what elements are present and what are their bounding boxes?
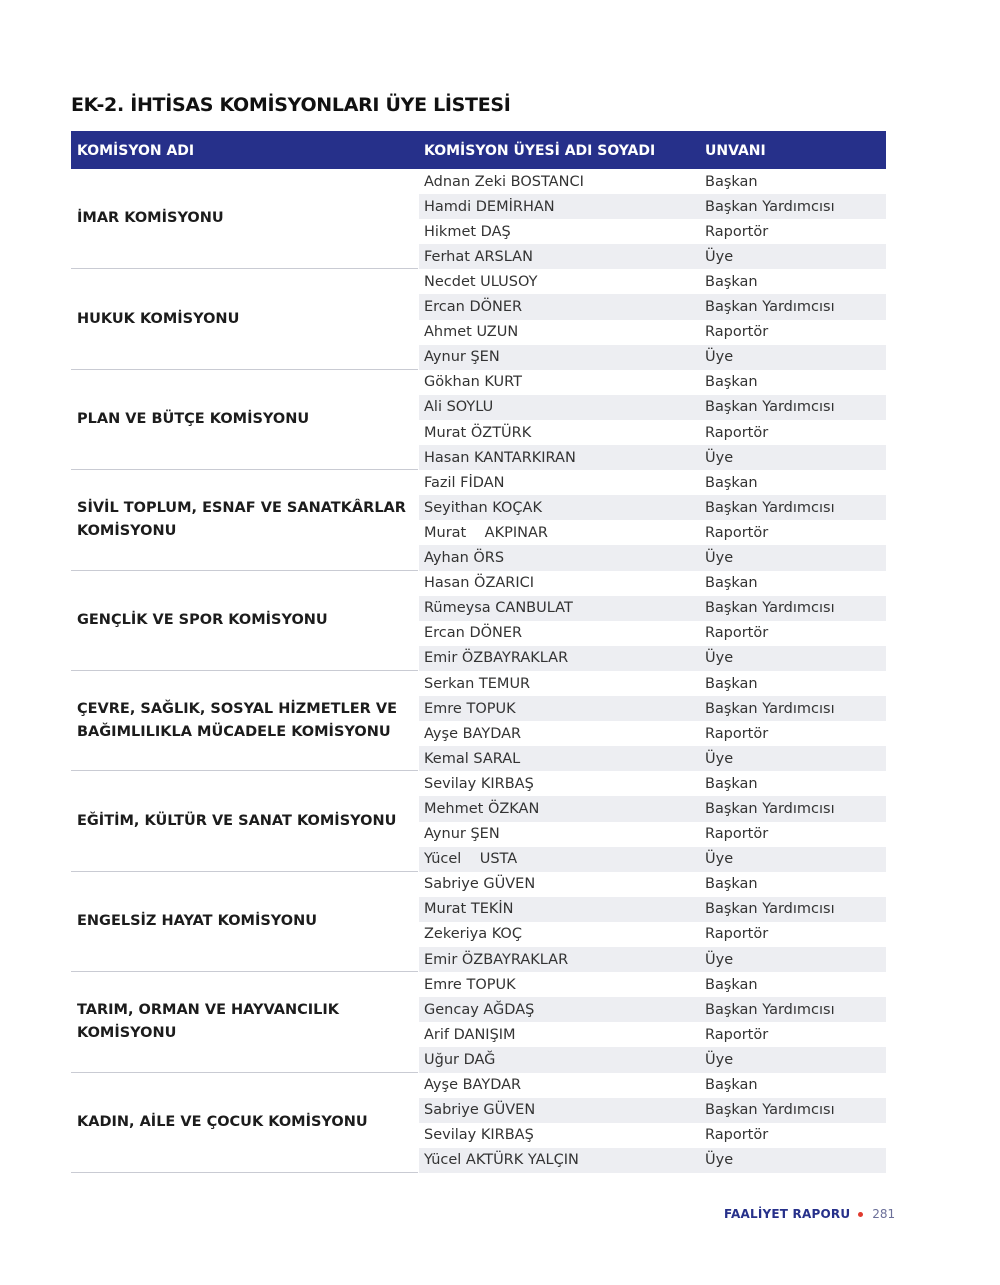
member-role: Raportör [705,524,769,541]
member-role: Başkan [705,976,758,993]
member-name: Ercan DÖNER [424,625,523,642]
table-row [419,420,886,445]
member-name: Seyithan KOÇAK [424,499,542,516]
table-row [419,997,886,1022]
member-name: Yücel AKTÜRK YALÇIN [424,1152,579,1169]
table-row [419,621,886,646]
member-list [419,771,886,871]
member-name: Kemal SARAL [424,750,521,767]
member-name: Yücel USTA [424,851,518,868]
member-role: Başkan [705,675,758,692]
committee-name: KADIN, AİLE VE ÇOCUK KOMİSYONU [71,1073,418,1173]
member-role: Başkan Yardımcısı [705,299,835,316]
committee-name: GENÇLİK VE SPOR KOMİSYONU [71,571,418,671]
member-role: Üye [705,851,734,868]
member-list [419,1073,886,1173]
member-role: Başkan Yardımcısı [705,800,835,817]
member-name: Aynur ŞEN [424,826,500,843]
committee-name: ÇEVRE, SAĞLIK, SOSYAL HİZMETLER VE BAĞIMLILIKLA MÜCADELE KOMİSYONU [71,671,418,771]
committee-group [71,169,886,269]
table-row [419,1022,886,1047]
member-name: Sabriye GÜVEN [424,876,536,893]
table-row [419,445,886,470]
member-role: Üye [705,550,734,566]
member-name: Zekeriya KOÇ [424,926,522,943]
member-role: Başkan Yardımcısı [705,399,835,416]
table-row [419,822,886,847]
member-role: Başkan [705,474,758,491]
table-row [419,872,886,897]
footer-dot [858,1212,863,1217]
committee-group [71,872,886,972]
member-name: Arif DANIŞIM [424,1026,516,1043]
table-row [419,169,886,194]
table-row [419,696,886,721]
member-name: Emir ÖZBAYRAKLAR [424,650,569,667]
table-body [71,169,886,1173]
table-row [419,219,886,244]
member-role: Başkan [705,775,758,792]
member-name: Ercan DÖNER [424,299,523,316]
member-role: Üye [705,951,734,968]
member-name: Emre TOPUK [424,976,516,993]
member-name: Mehmet ÖZKAN [424,800,540,817]
table-row [419,320,886,345]
table-row [419,520,886,545]
committee-group [71,269,886,369]
member-name: Murat TEKİN [424,901,514,918]
member-role: Raportör [705,725,769,742]
member-name: Adnan Zeki BOSTANCI [424,173,584,190]
member-role: Başkan [705,374,758,391]
member-role: Raportör [705,826,769,843]
member-list [419,269,886,369]
committee-name: HUKUK KOMİSYONU [71,269,418,369]
member-name: Fazil FİDAN [424,474,505,491]
member-role: Başkan Yardımcısı [705,600,835,617]
committee-name: ENGELSİZ HAYAT KOMİSYONU [71,872,418,972]
table-row [419,897,886,922]
table-row [419,1098,886,1123]
member-name: Hasan ÖZARICI [424,575,535,592]
committee-name: SİVİL TOPLUM, ESNAF VE SANATKÂRLAR KOMİSYONU [71,470,418,570]
committee-name: EĞİTİM, KÜLTÜR VE SANAT KOMİSYONU [71,771,418,871]
member-role: Üye [705,248,734,265]
member-name: Sevilay KIRBAŞ [424,775,534,792]
committee-name: TARIM, ORMAN VE HAYVANCILIK KOMİSYONU [71,972,418,1072]
member-role: Başkan Yardımcısı [705,700,835,717]
member-role: Raportör [705,324,769,341]
member-role: Raportör [705,223,769,240]
member-list [419,972,886,1072]
committee-group [71,972,886,1072]
table-row [419,244,886,269]
member-name: Hasan KANTARKIRAN [424,449,576,466]
committee-name: PLAN VE BÜTÇE KOMİSYONU [71,370,418,470]
member-list [419,470,886,570]
table-row [419,972,886,997]
member-name: Sevilay KIRBAŞ [424,1127,534,1144]
member-name: Ayşe BAYDAR [424,725,522,742]
member-name: Murat ÖZTÜRK [424,424,532,441]
header-role: UNVANI [705,143,766,159]
member-role: Üye [705,349,734,366]
table-row [419,847,886,872]
member-role: Başkan Yardımcısı [705,499,835,516]
footer-report-title: FAALİYET RAPORU [724,1207,851,1221]
member-role: Başkan [705,173,758,190]
committee-table [71,131,886,1173]
member-role: Üye [705,1152,734,1169]
table-row [419,596,886,621]
member-role: Başkan Yardımcısı [705,198,835,215]
member-name: Sabriye GÜVEN [424,1102,536,1119]
member-name: Uğur DAĞ [424,1051,496,1068]
member-role: Raportör [705,1026,769,1043]
table-row [419,470,886,495]
table-row [419,294,886,319]
committee-group [71,771,886,871]
table-row [419,1148,886,1173]
member-list [419,571,886,671]
member-name: Hamdi DEMİRHAN [424,198,555,215]
member-role: Başkan [705,575,758,592]
member-name: Ayşe BAYDAR [424,1077,522,1094]
page-footer [724,1207,895,1221]
member-name: Rümeysa CANBULAT [424,600,573,617]
member-name: Hikmet DAŞ [424,223,511,240]
page-number: 281 [872,1207,896,1221]
table-row [419,771,886,796]
table-row [419,796,886,821]
member-role: Başkan [705,876,758,893]
member-name: Necdet ULUSOY [424,273,538,290]
table-header [71,131,886,169]
table-row [419,495,886,520]
member-name: Ahmet UZUN [424,324,519,341]
member-role: Başkan Yardımcısı [705,901,835,918]
table-row [419,746,886,771]
table-row [419,571,886,596]
member-name: Gencay AĞDAŞ [424,1001,535,1018]
committee-group [71,671,886,771]
table-row [419,194,886,219]
member-name: Serkan TEMUR [424,675,531,692]
member-name: Ali SOYLU [424,399,494,416]
table-row [419,395,886,420]
member-role: Üye [705,449,734,466]
committee-group [71,571,886,671]
committee-group [71,370,886,470]
table-row [419,1073,886,1098]
committee-name: İMAR KOMİSYONU [71,169,418,269]
table-row [419,947,886,972]
table-row [419,345,886,370]
member-list [419,370,886,470]
table-row [419,721,886,746]
table-row [419,370,886,395]
member-name: Emre TOPUK [424,700,516,717]
committee-group [71,1073,886,1173]
member-role: Raportör [705,625,769,642]
member-role: Başkan Yardımcısı [705,1001,835,1018]
member-list [419,671,886,771]
page-title: EK-2. İHTİSAS KOMİSYONLARI ÜYE LİSTESİ [71,94,511,116]
member-role: Başkan [705,273,758,290]
member-name: Ferhat ARSLAN [424,248,533,265]
table-row [419,1047,886,1072]
table-row [419,1123,886,1148]
member-name: Emir ÖZBAYRAKLAR [424,951,569,968]
member-role: Üye [705,1051,734,1068]
member-role: Üye [705,650,734,667]
member-role: Başkan Yardımcısı [705,1102,835,1119]
member-role: Üye [705,750,734,767]
committee-group [71,470,886,570]
table-row [419,545,886,570]
member-role: Raportör [705,424,769,441]
header-member: KOMİSYON ÜYESİ ADI SOYADI [424,143,656,159]
member-role: Başkan [705,1077,758,1094]
table-row [419,922,886,947]
member-list [419,872,886,972]
member-name: Murat AKPINAR [424,524,548,541]
member-name: Aynur ŞEN [424,349,500,366]
header-committee: KOMİSYON ADI [77,143,195,159]
table-row [419,646,886,671]
member-name: Gökhan KURT [424,374,522,391]
table-row [419,269,886,294]
member-role: Raportör [705,1127,769,1144]
member-role: Raportör [705,926,769,943]
member-name: Ayhan ÖRS [424,550,505,566]
member-list [419,169,886,269]
table-row [419,671,886,696]
